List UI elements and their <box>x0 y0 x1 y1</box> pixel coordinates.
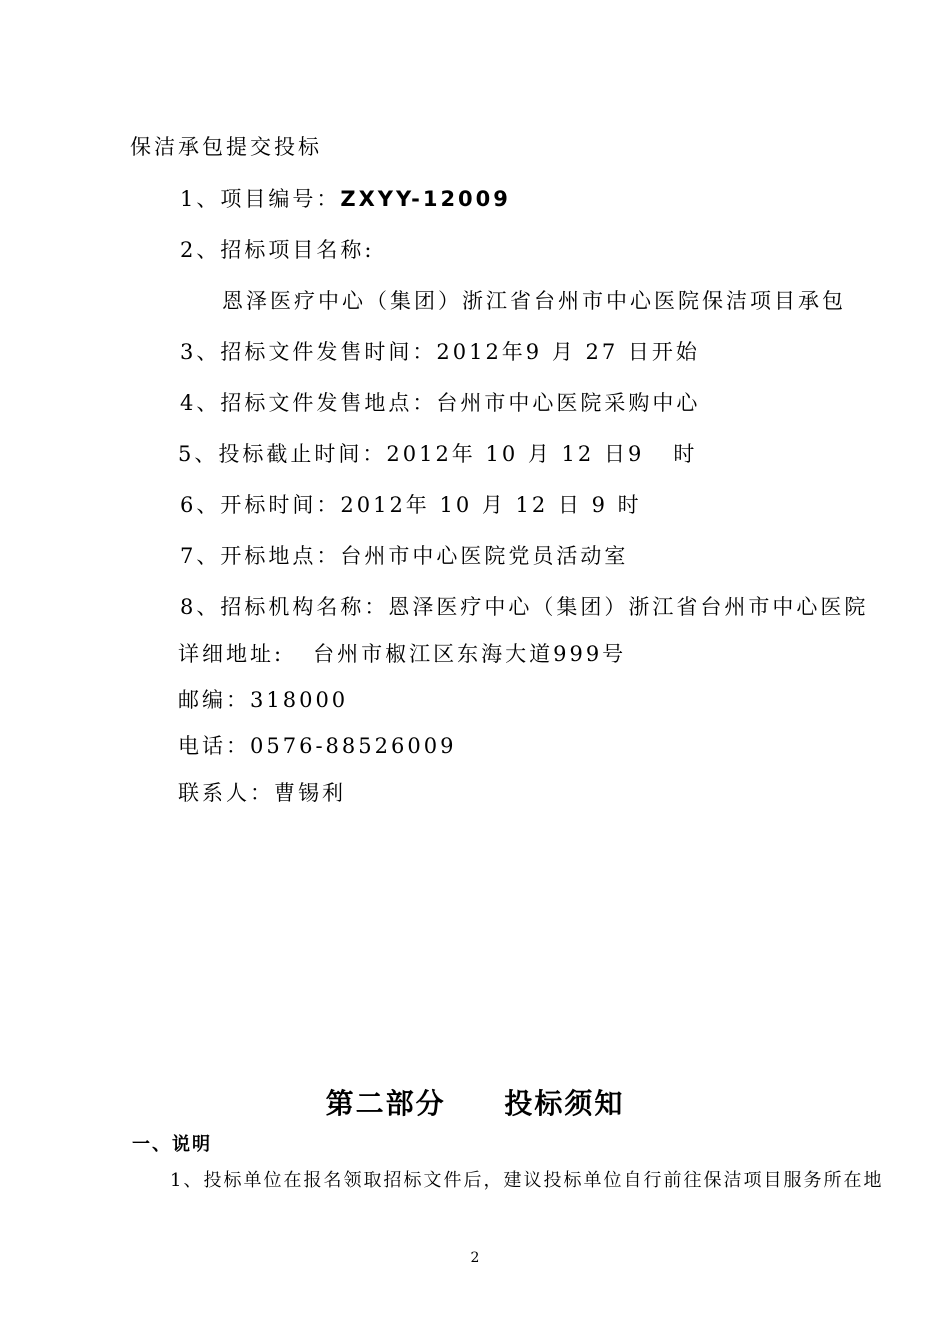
item-agency-name: 8、招标机构名称：恩泽医疗中心（集团）浙江省台州市中心医院 <box>180 595 869 619</box>
contact-phone: 电话：0576-88526009 <box>178 734 457 758</box>
item-opening-time: 6、开标时间：2012年 10 月 12 日 9 时 <box>180 493 642 517</box>
item-project-number-value: ZXYY-12009 <box>340 187 511 211</box>
item-opening-location: 7、开标地点：台州市中心医院党员活动室 <box>180 544 629 568</box>
contact-postcode: 邮编：318000 <box>178 688 349 712</box>
intro-text: 保洁承包提交投标 <box>130 135 322 159</box>
paragraph-explanation-1: 1、投标单位在报名领取招标文件后，建议投标单位自行前往保洁项目服务所在地 <box>170 1170 884 1191</box>
item-project-number-label: 1、项目编号： <box>180 187 341 211</box>
contact-person: 联系人：曹锡利 <box>178 781 346 805</box>
item-project-number <box>180 185 511 213</box>
item-sale-time: 3、招标文件发售时间：2012年9 月 27 日开始 <box>180 340 700 364</box>
page-number: 2 <box>470 1250 480 1266</box>
item-project-name-label: 2、招标项目名称: <box>180 238 375 262</box>
section-title-explanation: 一、说明 <box>132 1134 212 1155</box>
part2-heading: 第二部分 投标须知 <box>325 1087 625 1120</box>
contact-address: 详细地址: 台州市椒江区东海大道999号 <box>178 642 627 666</box>
item-sale-location: 4、招标文件发售地点：台州市中心医院采购中心 <box>180 391 701 415</box>
item-project-name-value: 恩泽医疗中心（集团）浙江省台州市中心医院保洁项目承包 <box>222 289 846 313</box>
item-deadline: 5、投标截止时间：2012年 10 月 12 日9 时 <box>178 442 698 466</box>
